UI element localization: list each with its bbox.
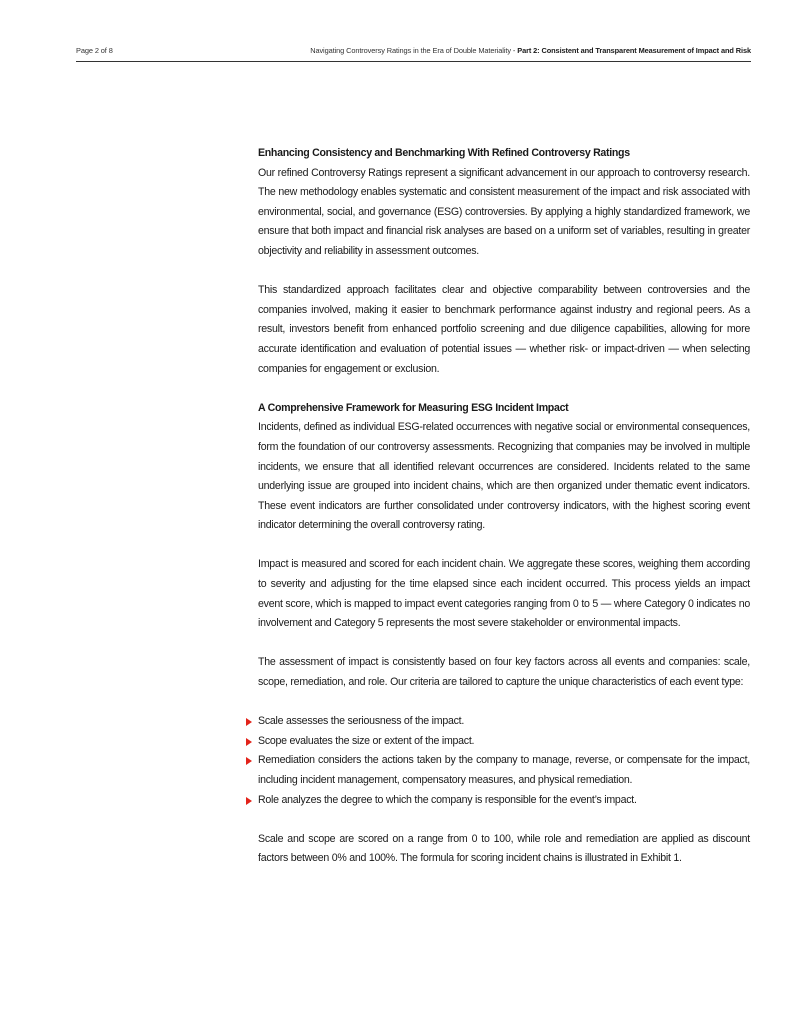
triangle-bullet-icon [246, 718, 252, 726]
list-item [258, 712, 750, 732]
part-title: Part 2: Consistent and Transparent Measurement of Impact and Risk [517, 46, 751, 55]
list-item-text: Scale assesses the seriousness of the impact. [258, 715, 465, 728]
paragraph: Our refined Controversy Ratings represent a significant advancement in our approach to controversy research. The new methodology enables systematic and consistent measurement of the impact and risk associated with environmental, social, and governance (ESG) controversies. By applying a highly standardized framework, we ensure that both impact and financial risk analyses are based on a uniform set of variables, resulting in greater objectivity and reliability in assessment outcomes. [258, 166, 750, 257]
list-item [258, 791, 750, 811]
page-number: Page 2 of 8 [76, 46, 113, 55]
paragraph: Impact is measured and scored for each incident chain. We aggregate these scores, weighing them according to severity and adjusting for the time elapsed since each incident occurred. This process yields an impact event score, which is mapped to impact event categories ranging from 0 to 5 — where Category 0 indicates no involvement and Category 5 represents the most severe stakeholder or environmental impacts. [258, 558, 750, 630]
paragraph: The assessment of impact is consistently based on four key factors across all events and companies: scale, scope, remediation, and role. Our criteria are tailored to capture the unique characteristics of each event type: [258, 656, 750, 689]
list-item-text: Remediation considers the actions taken by the company to manage, reverse, or compensate for the impact, including incident management, compensatory measures, and physical remediation. [258, 754, 750, 786]
paragraph: Scale and scope are scored on a range from 0 to 100, while role and remediation are applied as discount factors between 0% and 100%. The formula for scoring incident chains is illustrated in Exhibit 1. [258, 832, 750, 865]
triangle-bullet-icon [246, 738, 252, 746]
section-heading: Enhancing Consistency and Benchmarking With Refined Controversy Ratings [258, 147, 630, 159]
paragraph: This standardized approach facilitates clear and objective comparability between controversies and the companies involved, making it easier to benchmark performance against industry and regional peers. As a result, investors benefit from enhanced portfolio screening and due diligence capabilities, allowing for more accurate identification and evaluation of potential issues — whether risk- or impact-driven — when selecting companies for engagement or exclusion. [258, 284, 750, 375]
paragraph: Incidents, defined as individual ESG-related occurrences with negative social or environmental consequences, form the foundation of our controversy assessments. Recognizing that companies may be involved in multiple incidents, we ensure that all identified relevant occurrences are considered. Incidents related to the same underlying issue are grouped into incident chains, which are then organized under thematic event indicators. These event indicators are further consolidated under controversy indicators, with the highest scoring event indicator determining the overall controversy rating. [258, 421, 750, 532]
list-item-text: Role analyzes the degree to which the company is responsible for the event’s impact. [258, 793, 637, 806]
document-title: Navigating Controversy Ratings in the Era of Double Materiality - [310, 46, 516, 55]
page-header [76, 44, 751, 62]
running-title [310, 46, 751, 55]
triangle-bullet-icon [246, 757, 252, 765]
main-content [258, 144, 750, 869]
list-item [258, 751, 750, 790]
list-item-text: Scope evaluates the size or extent of the impact. [258, 734, 475, 747]
triangle-bullet-icon [246, 797, 252, 805]
factor-list [258, 712, 750, 810]
list-item [258, 732, 750, 752]
section-heading: A Comprehensive Framework for Measuring ESG Incident Impact [258, 401, 569, 414]
